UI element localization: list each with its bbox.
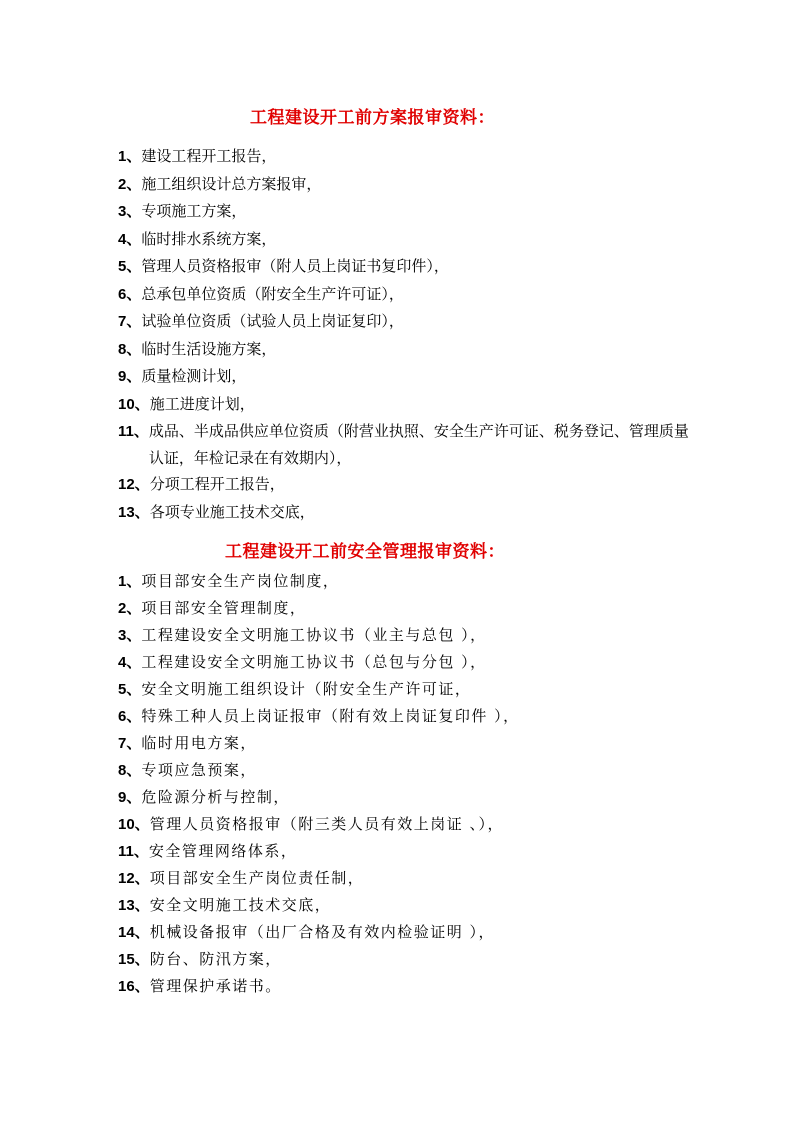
item-text: 管理保护承诺书。 — [149, 977, 282, 995]
plan-document-list — [118, 143, 689, 526]
list-item — [118, 363, 689, 391]
item-number: 12、 — [118, 476, 150, 493]
item-number: 11、 — [118, 843, 149, 860]
item-number: 9、 — [118, 368, 142, 385]
item-text: 施工组织设计总方案报审， — [141, 174, 322, 193]
section-title-plan: 工程建设开工前方案报审资料： — [250, 108, 495, 128]
list-item — [118, 226, 689, 254]
item-text: 总承包单位资质（附安全生产许可证）， — [141, 284, 404, 303]
item-text: 专项施工方案， — [141, 202, 247, 220]
item-number: 1、 — [118, 148, 142, 165]
list-item — [118, 811, 520, 838]
list-item — [118, 892, 520, 919]
list-item — [118, 676, 520, 703]
item-text: 安全文明施工组织设计（附安全生产许可证， — [141, 680, 472, 698]
item-text: 管理人员资格报审（附人员上岗证书复印件）， — [141, 257, 449, 275]
item-number: 3、 — [118, 203, 142, 220]
item-text: 各项专业施工技术交底， — [149, 502, 315, 521]
item-text: 机械设备报审（出厂合格及有效内检验证明 ）， — [149, 923, 495, 941]
list-item — [118, 471, 689, 499]
item-text: 临时生活设施方案， — [141, 339, 277, 358]
item-text: 管理人员资格报审（附三类人员有效上岗证 、）， — [149, 815, 504, 833]
item-text: 危险源分析与控制， — [141, 788, 290, 806]
item-number: 15、 — [118, 951, 150, 968]
item-number: 13、 — [118, 503, 150, 521]
item-number: 13、 — [118, 897, 150, 914]
item-text: 临时用电方案， — [141, 734, 257, 752]
list-item — [118, 703, 520, 730]
item-text: 建设工程开工报告， — [141, 147, 277, 165]
item-number: 11、 — [118, 423, 149, 440]
item-text: 防台、防汛方案， — [149, 950, 282, 968]
list-item — [118, 143, 689, 171]
list-item — [118, 281, 689, 309]
item-text: 工程建设安全文明施工协议书（总包与分包 ）， — [141, 653, 487, 671]
item-number: 8、 — [118, 762, 142, 779]
item-number: 14、 — [118, 924, 150, 941]
list-item — [118, 308, 689, 336]
list-item — [118, 171, 689, 199]
item-number: 5、 — [118, 681, 142, 698]
item-text: 施工进度计划， — [149, 394, 255, 413]
item-text: 项目部安全生产岗位制度， — [141, 572, 340, 590]
list-item — [118, 946, 520, 973]
list-item — [118, 919, 520, 946]
list-item — [118, 418, 689, 471]
list-item — [118, 595, 520, 622]
item-number: 1、 — [118, 573, 142, 590]
item-text: 成品、半成品供应单位资质（附营业执照、安全生产许可证、税务登记、管理质量认证，年检记录在有效期内）， — [148, 422, 689, 467]
item-text: 临时排水系统方案， — [141, 229, 277, 248]
item-number: 10、 — [118, 395, 150, 413]
list-item — [118, 649, 520, 676]
item-text: 质量检测计划， — [141, 367, 247, 385]
list-item — [118, 838, 520, 865]
item-text: 项目部安全生产岗位责任制， — [149, 869, 365, 887]
item-number: 6、 — [118, 285, 142, 303]
item-number: 7、 — [118, 313, 142, 330]
list-item — [118, 253, 689, 281]
item-number: 2、 — [118, 600, 142, 617]
list-item — [118, 198, 689, 226]
list-item — [118, 757, 520, 784]
list-item — [118, 622, 520, 649]
item-number: 8、 — [118, 340, 142, 358]
item-number: 16、 — [118, 978, 150, 995]
list-item — [118, 973, 520, 1000]
list-item — [118, 568, 520, 595]
item-number: 4、 — [118, 654, 142, 671]
item-number: 7、 — [118, 735, 142, 752]
item-text: 分项工程开工报告， — [149, 475, 285, 493]
list-item — [118, 499, 689, 527]
item-text: 工程建设安全文明施工协议书（业主与总包 ）， — [141, 626, 487, 644]
item-number: 9、 — [118, 789, 142, 806]
item-number: 3、 — [118, 627, 142, 644]
list-item — [118, 730, 520, 757]
item-number: 2、 — [118, 175, 142, 193]
item-text: 项目部安全管理制度， — [141, 599, 307, 617]
section-title-safety: 工程建设开工前安全管理报审资料： — [225, 542, 505, 562]
item-text: 安全管理网络体系， — [148, 842, 298, 860]
item-text: 专项应急预案， — [141, 761, 257, 779]
item-number: 10、 — [118, 816, 150, 833]
list-item — [118, 391, 689, 419]
list-item — [118, 336, 689, 364]
item-number: 4、 — [118, 230, 142, 248]
item-text: 试验单位资质（试验人员上岗证复印）， — [141, 312, 404, 330]
item-number: 6、 — [118, 708, 142, 725]
item-number: 5、 — [118, 258, 142, 275]
item-number: 12、 — [118, 870, 150, 887]
list-item — [118, 865, 520, 892]
safety-document-list — [118, 568, 520, 1000]
item-text: 安全文明施工技术交底， — [149, 896, 332, 914]
list-item — [118, 784, 520, 811]
item-text: 特殊工种人员上岗证报审（附有效上岗证复印件 ）， — [141, 707, 520, 725]
